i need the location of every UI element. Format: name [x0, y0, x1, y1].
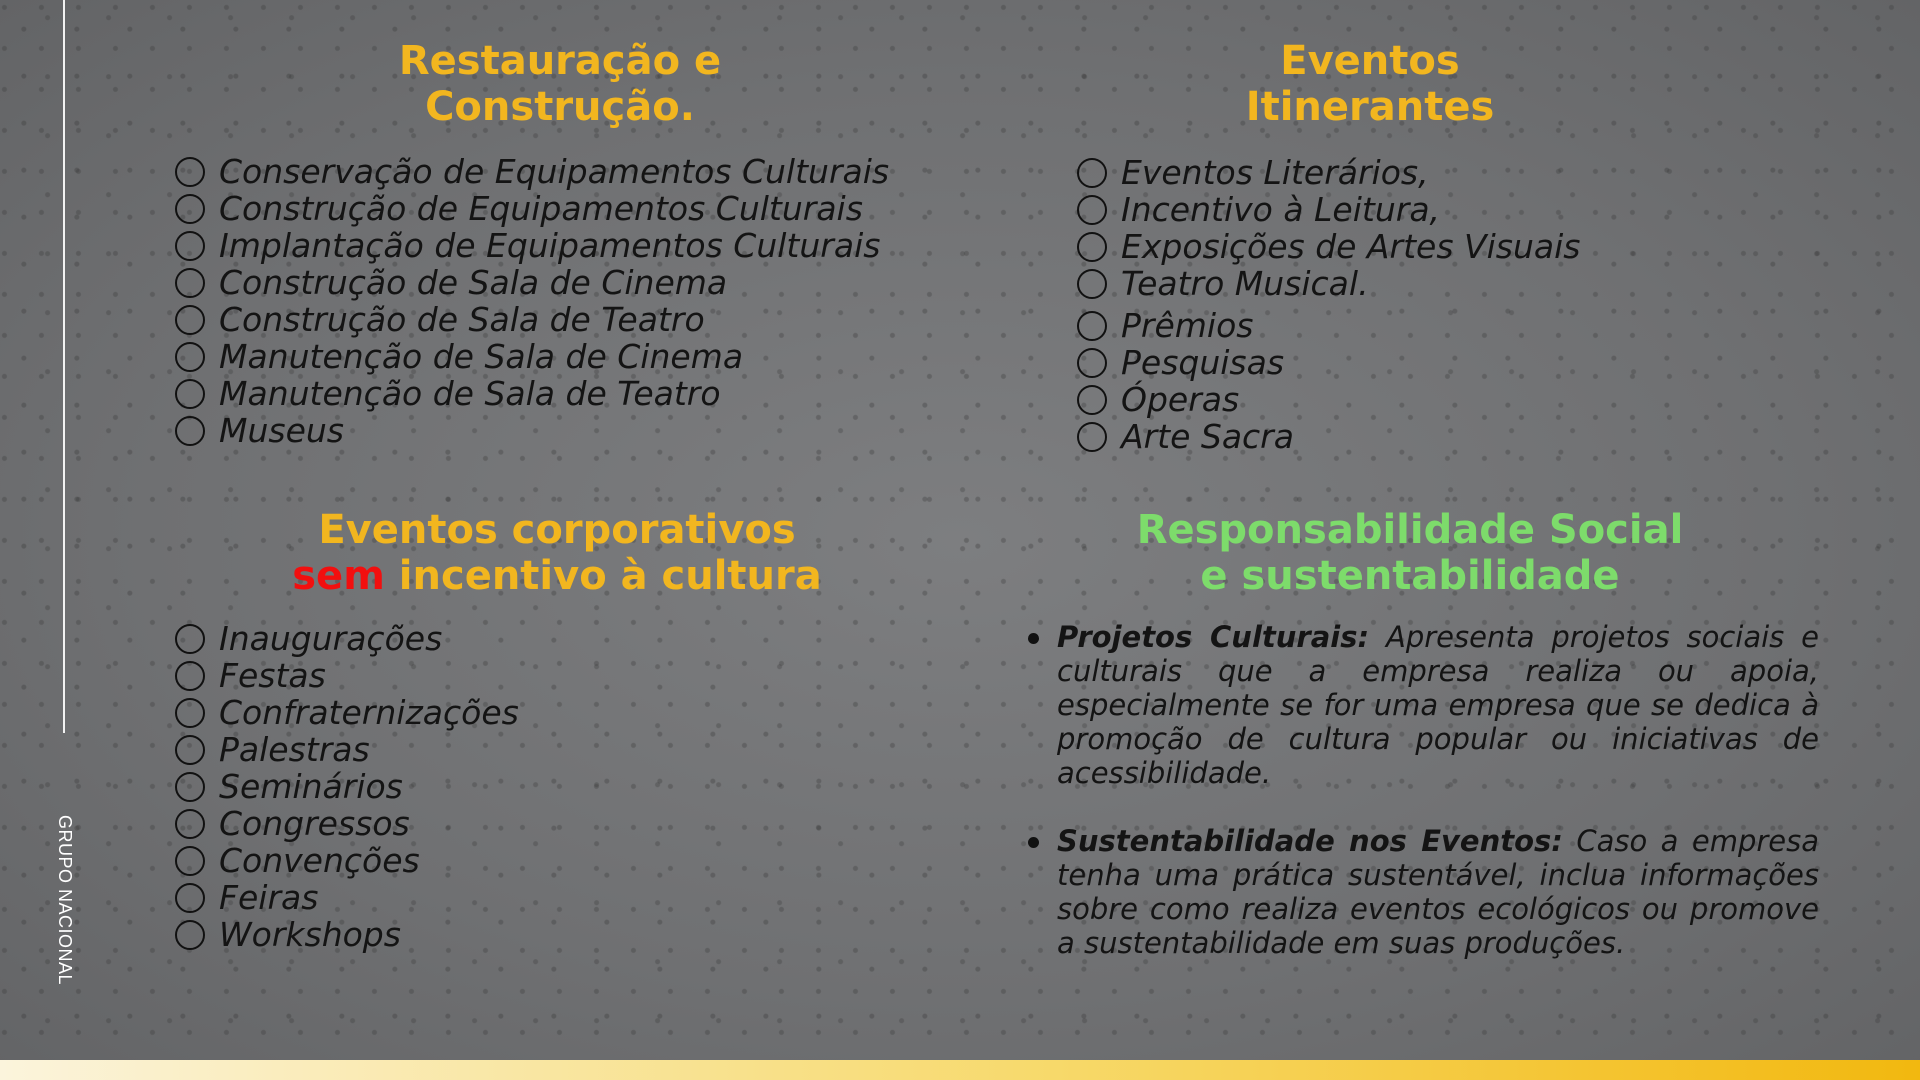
- heading-restauracao-line2: Construção.: [425, 84, 695, 130]
- circle-outline-icon: [175, 379, 205, 409]
- list-item-label: Conservação de Equipamentos Culturais: [219, 152, 890, 191]
- circle-outline-icon: [175, 735, 205, 765]
- circle-outline-icon: [175, 698, 205, 728]
- circle-outline-icon: [1077, 195, 1107, 225]
- list-responsabilidade: [1024, 620, 1819, 994]
- list-item: [175, 768, 519, 805]
- list-item: [175, 657, 519, 694]
- heading-corporativos-line2: [257, 553, 857, 599]
- list-corporativos: [175, 620, 519, 953]
- circle-outline-icon: [1077, 158, 1107, 188]
- list-item: [175, 264, 889, 301]
- list-restauracao: [175, 153, 889, 449]
- list-item-label: Prêmios: [1121, 306, 1254, 345]
- list-itinerantes: [1077, 154, 1580, 455]
- list-item: [1077, 265, 1580, 302]
- list-item-label: Feiras: [219, 878, 319, 917]
- list-item: [1077, 344, 1580, 381]
- list-item: [175, 301, 889, 338]
- list-item: [175, 375, 889, 412]
- list-item: [175, 842, 519, 879]
- circle-outline-icon: [175, 194, 205, 224]
- list-item-label: Construção de Sala de Cinema: [219, 263, 728, 302]
- list-item-label: Congressos: [219, 804, 410, 843]
- list-item-label: Exposições de Artes Visuais: [1121, 227, 1581, 266]
- list-item-label: Óperas: [1121, 380, 1240, 419]
- list-item: [175, 805, 519, 842]
- list-item: [175, 412, 889, 449]
- heading-responsabilidade-line1: Responsabilidade Social: [1136, 507, 1684, 553]
- heading-itinerantes-line1: Eventos: [1280, 38, 1460, 84]
- list-item-label: Pesquisas: [1121, 343, 1285, 382]
- heading-responsabilidade-line2: e sustentabilidade: [1200, 553, 1620, 599]
- circle-outline-icon: [175, 157, 205, 187]
- list-item: [175, 879, 519, 916]
- circle-outline-icon: [175, 231, 205, 261]
- list-item: [1077, 228, 1580, 265]
- list-item-label: Museus: [219, 411, 344, 450]
- heading-corporativos-line1: Eventos corporativos: [318, 507, 796, 553]
- bullet-text: Caso a empresa tenha uma prática sustentável, inclua informações sobre como realiza eventos ecológicos ou promove a sustentabilidade em suas produções.: [1057, 824, 1819, 960]
- list-item: [1077, 418, 1580, 455]
- list-item: [175, 694, 519, 731]
- list-item: [175, 620, 519, 657]
- circle-outline-icon: [175, 342, 205, 372]
- circle-outline-icon: [175, 305, 205, 335]
- list-item-label: Manutenção de Sala de Cinema: [219, 337, 744, 376]
- heading-corporativos-line2-rest: incentivo à cultura: [384, 553, 822, 599]
- heading-restauracao-line1: Restauração e: [398, 38, 722, 84]
- list-item: [175, 916, 519, 953]
- bullet-item: [1024, 620, 1819, 790]
- bottom-gradient-bar: [0, 1060, 1920, 1080]
- circle-outline-icon: [175, 624, 205, 654]
- list-item-label: Construção de Equipamentos Culturais: [219, 189, 863, 228]
- circle-outline-icon: [1077, 311, 1107, 341]
- circle-outline-icon: [1077, 348, 1107, 378]
- list-item-label: Teatro Musical.: [1121, 264, 1369, 303]
- brand-vertical-text: GRUPO NACIONAL: [55, 815, 75, 986]
- list-item-label: Festas: [219, 656, 326, 695]
- list-item: [175, 338, 889, 375]
- list-item-label: Inaugurações: [219, 619, 443, 658]
- list-item-label: Manutenção de Sala de Teatro: [219, 374, 721, 413]
- list-item-label: Confraternizações: [219, 693, 519, 732]
- heading-restauracao: [300, 38, 820, 130]
- circle-outline-icon: [175, 661, 205, 691]
- list-item: [175, 190, 889, 227]
- circle-outline-icon: [175, 268, 205, 298]
- list-item-label: Workshops: [219, 915, 401, 954]
- circle-outline-icon: [1077, 232, 1107, 262]
- vertical-divider-line: [63, 0, 65, 733]
- heading-corporativos: [257, 507, 857, 599]
- list-item: [1077, 307, 1580, 344]
- circle-outline-icon: [175, 846, 205, 876]
- circle-outline-icon: [175, 809, 205, 839]
- heading-itinerantes: [1170, 38, 1570, 130]
- list-item: [1077, 381, 1580, 418]
- bullet-dot-icon: [1028, 837, 1039, 848]
- list-item: [175, 153, 889, 190]
- list-item-label: Palestras: [219, 730, 370, 769]
- list-item-label: Arte Sacra: [1121, 417, 1294, 456]
- list-item: [175, 227, 889, 264]
- list-item-label: Convenções: [219, 841, 420, 880]
- list-item-label: Implantação de Equipamentos Culturais: [219, 226, 881, 265]
- list-item-label: Eventos Literários,: [1121, 153, 1429, 192]
- circle-outline-icon: [175, 416, 205, 446]
- list-item: [1077, 154, 1580, 191]
- circle-outline-icon: [175, 883, 205, 913]
- list-item: [1077, 191, 1580, 228]
- heading-responsabilidade: [1090, 507, 1730, 599]
- list-item-label: Construção de Sala de Teatro: [219, 300, 705, 339]
- circle-outline-icon: [175, 772, 205, 802]
- list-item-label: Incentivo à Leitura,: [1121, 190, 1441, 229]
- bullet-label: Sustentabilidade nos Eventos:: [1057, 824, 1563, 858]
- circle-outline-icon: [175, 920, 205, 950]
- heading-itinerantes-line2: Itinerantes: [1245, 84, 1495, 130]
- bullet-dot-icon: [1028, 633, 1039, 644]
- circle-outline-icon: [1077, 269, 1107, 299]
- bullet-item: [1024, 824, 1819, 960]
- circle-outline-icon: [1077, 385, 1107, 415]
- list-item: [175, 731, 519, 768]
- bullet-label: Projetos Culturais:: [1057, 620, 1370, 654]
- circle-outline-icon: [1077, 422, 1107, 452]
- bullet-text: Apresenta projetos sociais e culturais que a empresa realiza ou apoia, especialmente se for uma empresa que se dedica à promoção de cultura popular ou iniciativas de acessibilidade.: [1057, 620, 1819, 790]
- heading-corporativos-red-word: sem: [292, 553, 385, 599]
- list-item-label: Seminários: [219, 767, 403, 806]
